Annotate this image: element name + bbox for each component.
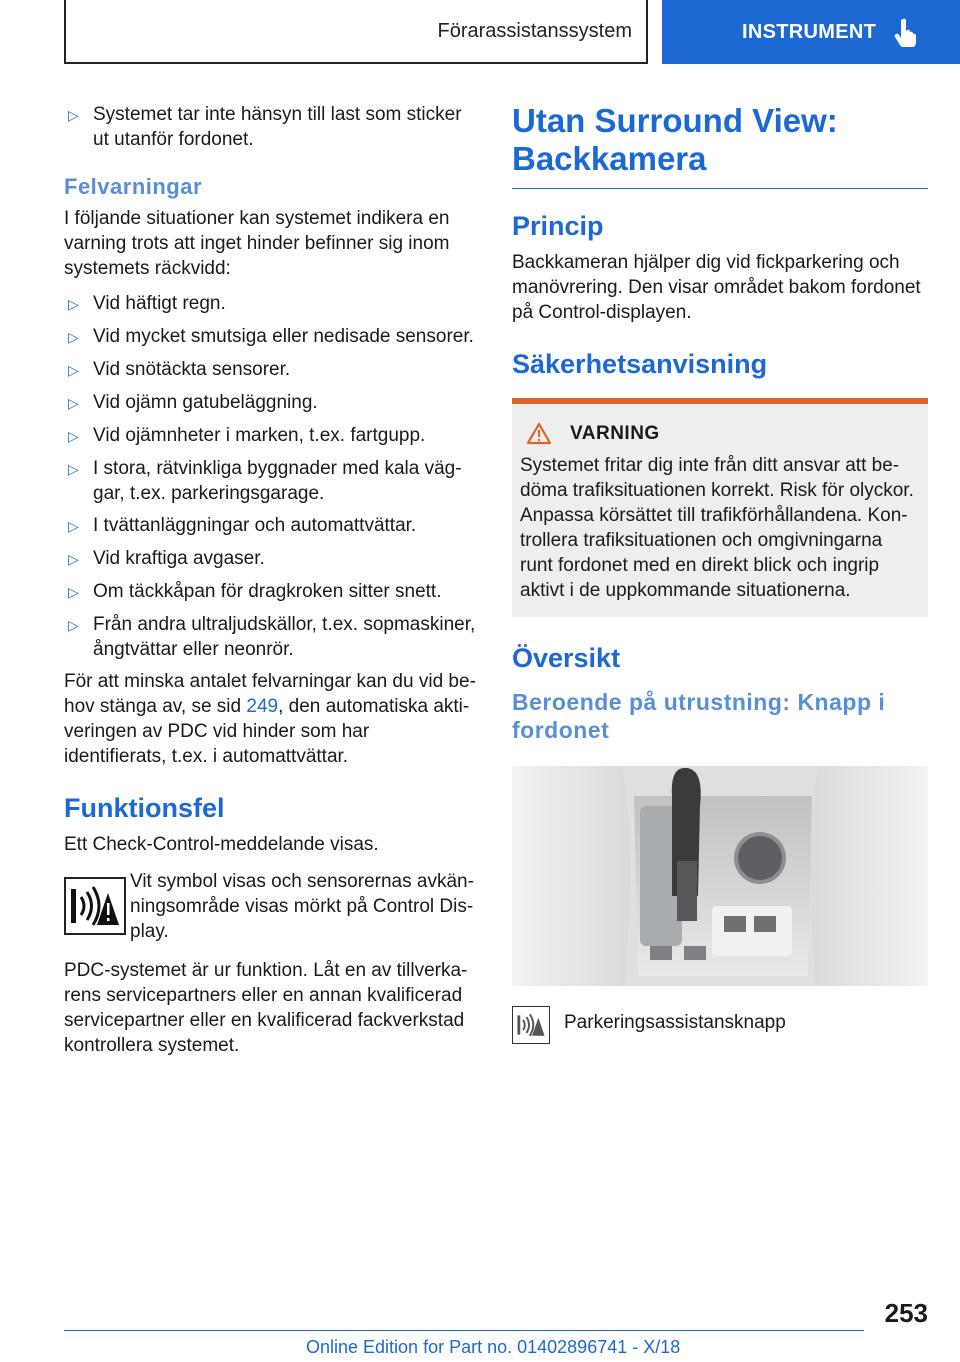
list-item: ▷ Vid snötäckta sensorer. (64, 357, 476, 383)
image-caption: Parkeringsassistansknapp (564, 1012, 786, 1033)
pdc-symbol-row (64, 869, 476, 944)
bullet-triangle-icon: ▷ (68, 362, 79, 378)
page-link-249[interactable]: 249 (246, 696, 279, 717)
bullet-triangle-icon: ▷ (68, 395, 79, 411)
header-section-title: Förarassistanssystem (437, 19, 632, 42)
heading-backkamera: Utan Surround View: Backkamera (512, 102, 838, 177)
paragraph-felvarningar: I följande situationer kan systemet indikera en varning trots att inget hinder befinner sig inom systemets räckvidd: (64, 208, 450, 279)
pdc-warning-symbol-icon (64, 877, 126, 935)
caption-row (512, 1006, 928, 1044)
pointing-hand-icon (894, 17, 920, 47)
list-item: ▷ Vid ojämnheter i marken, t.ex. fartgupp. (64, 423, 476, 449)
paragraph-princip: Backkameran hjälper dig vid fickparkering och manövrering. Den visar området bakom fordonet på Control-displayen. (512, 252, 921, 323)
heading-beroende: Beroende på utrustning: Knapp i fordonet (512, 689, 886, 743)
list-item: ▷ I tvättanläggningar och automattvättar. (64, 513, 476, 539)
warning-triangle-icon (526, 422, 552, 445)
bullet-triangle-icon: ▷ (68, 518, 79, 534)
right-column (512, 102, 928, 1044)
list-item: ▷ Vid häftigt regn. (64, 291, 476, 317)
list-item: ▷ Om täckkåpan för dragkroken sitter snett. (64, 579, 476, 605)
heading-sakerhetsanvisning: Säkerhetsanvisning (512, 349, 768, 379)
header-chapter-title: INSTRUMENT (742, 20, 877, 43)
bullet-triangle-icon: ▷ (68, 584, 79, 600)
list-item: ▷ Från andra ultraljudskällor, t.ex. sopmaskiner, ångtvättar eller neonrör. (64, 612, 476, 662)
header-chapter-tab[interactable] (662, 0, 960, 64)
heading-felvarningar: Felvarningar (64, 174, 203, 199)
heading-oversikt: Översikt (512, 643, 621, 673)
list-item: ▷ Vid mycket smutsiga eller nedisade sensorer. (64, 324, 476, 350)
warning-box (512, 398, 928, 617)
paragraph-pdc-ur-funktion: PDC-systemet är ur funktion. Låt en av tillverkarens servicepartners eller en annan kvalificerad servicepartner eller en kvalificerad fackverkstad kontrollera systemet. (64, 960, 468, 1056)
warning-text: Systemet fritar dig inte från ditt ansvar att bedöma trafiksituationen korrekt. Risk för olyckor. Anpassa körsättet till trafikförhållandena. Kontrollera trafiksituationen och omgivningarna runt fordonet med en direkt blick och ingrip aktivt i de uppkommande situationerna. (520, 455, 914, 601)
heading-princip: Princip (512, 211, 604, 241)
paragraph-minska-felvarningar: För att minska antalet felvarningar kan du vid behov stänga av, se sid 249, den automatiska aktiveringen av PDC vid hinder som har identifierats, t.ex. i automattvättar. (64, 671, 476, 767)
footer-edition: Online Edition for Part no. 01402896741 - X/18 (306, 1337, 681, 1357)
left-column (64, 102, 476, 1058)
header-section-tab (64, 0, 648, 64)
list-item: ▷ Vid ojämn gatubeläggning. (64, 390, 476, 416)
heading-funktionsfel: Funktionsfel (64, 793, 225, 823)
footer-rule (64, 1330, 864, 1331)
paragraph-vit-symbol: Vit symbol visas och sensorernas avkänningsområde visas mörkt på Control Display. (130, 871, 474, 942)
paragraph-check-control: Ett Check-Control-meddelande visas. (64, 834, 379, 855)
warning-title: VARNING (520, 422, 920, 445)
parking-assist-button-icon (512, 1006, 550, 1044)
page-number: 253 (884, 1298, 928, 1328)
bullet-triangle-icon: ▷ (68, 551, 79, 567)
center-console-image (512, 766, 928, 986)
list-item: ▷ Vid kraftiga avgaser. (64, 546, 476, 572)
bullet-triangle-icon: ▷ (68, 461, 79, 477)
bullet-triangle-icon: ▷ (68, 296, 79, 312)
list-item: ▷ Systemet tar inte hänsyn till last som sticker ut utanför fordonet. (64, 102, 476, 152)
bullet-triangle-icon: ▷ (68, 617, 79, 633)
bullet-triangle-icon: ▷ (68, 107, 79, 123)
bullet-triangle-icon: ▷ (68, 428, 79, 444)
felvarningar-list (64, 291, 476, 662)
heading-rule (512, 188, 928, 189)
bullet-triangle-icon: ▷ (68, 329, 79, 345)
list-item: ▷ I stora, rätvinkliga byggnader med kala väggar, t.ex. parkeringsgarage. (64, 456, 476, 506)
